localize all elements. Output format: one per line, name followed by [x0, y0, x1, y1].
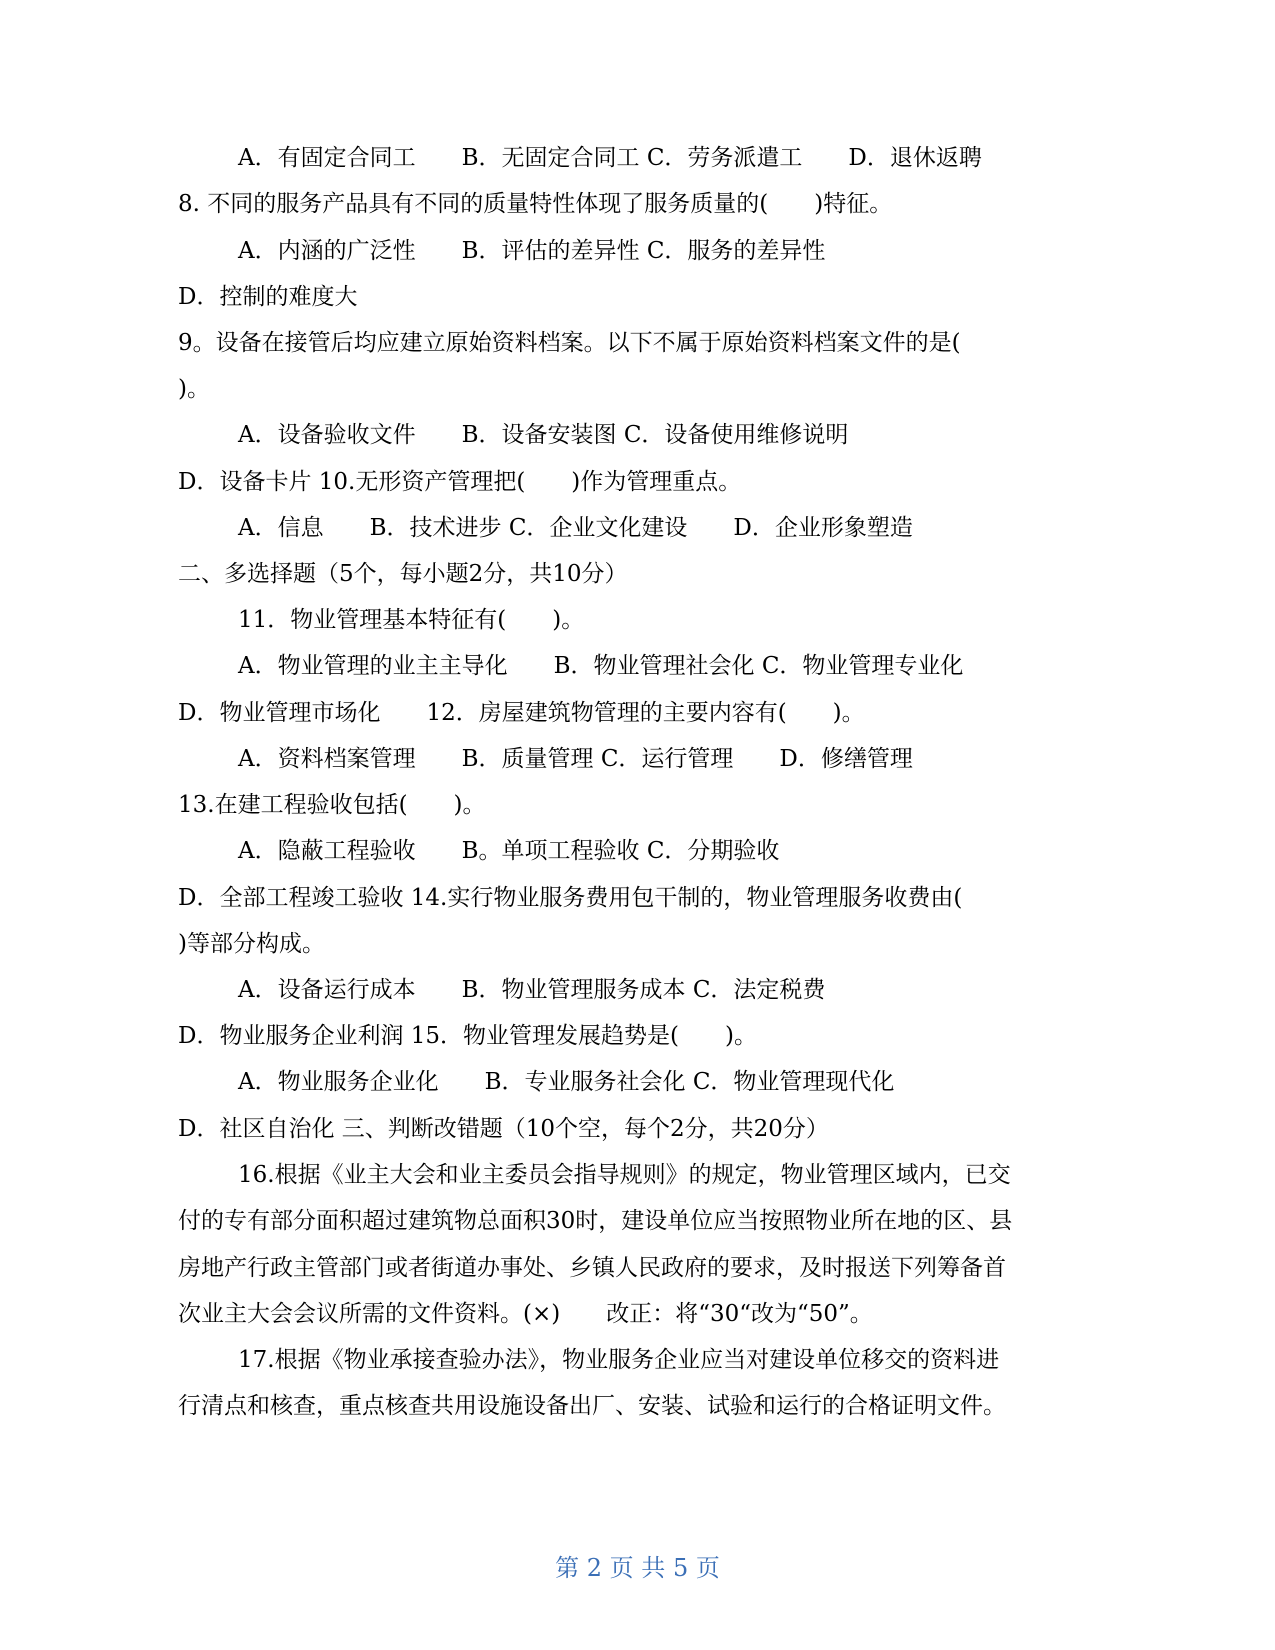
question-13-options: A．隐蔽工程验收 B。单项工程验收 C．分期验收 — [238, 838, 780, 864]
question-15-option-d-section-heading-true-false: D．社区自治化 三、判断改错题（10个空，每个2分，共20分） — [178, 1116, 829, 1142]
question-14-option-d-question-15-stem: D．物业服务企业利润 15．物业管理发展趋势是( )。 — [178, 1023, 757, 1049]
question-13-stem: 13.在建工程验收包括( )。 — [178, 792, 486, 818]
question-16-line-4: 次业主大会会议所需的文件资料。(×) 改正：将“30“改为“50”。 — [178, 1301, 873, 1327]
question-17-line-1: 17.根据《物业承接查验办法》，物业服务企业应当对建设单位移交的资料进 — [238, 1347, 1000, 1373]
question-9-options: A．设备验收文件 B．设备安装图 C．设备使用维修说明 — [238, 422, 849, 448]
question-16-line-3: 房地产行政主管部门或者街道办事处、乡镇人民政府的要求，及时报送下列筹备首 — [178, 1255, 1006, 1281]
question-10-options: A．信息 B．技术进步 C．企业文化建设 D．企业形象塑造 — [238, 515, 913, 541]
question-14-stem-end: )等部分构成。 — [178, 931, 325, 957]
section-heading-multiple-choice: 二、多选择题（5个，每小题2分，共10分） — [178, 561, 628, 587]
question-16-line-1: 16.根据《业主大会和业主委员会指导规则》的规定，物业管理区域内，已交 — [238, 1162, 1011, 1188]
question-7-options: A．有固定合同工 B．无固定合同工 C．劳务派遣工 D．退休返聘 — [238, 145, 982, 171]
question-15-options: A．物业服务企业化 B．专业服务社会化 C．物业管理现代化 — [238, 1069, 895, 1095]
question-9-stem: 9。设备在接管后均应建立原始资料档案。以下不属于原始资料档案文件的是( — [178, 330, 961, 356]
question-11-stem: 11．物业管理基本特征有( )。 — [238, 607, 585, 633]
question-9-option-d-question-10-stem: D．设备卡片 10.无形资产管理把( )作为管理重点。 — [178, 469, 742, 495]
question-8-stem: 8. 不同的服务产品具有不同的质量特性体现了服务质量的( )特征。 — [178, 191, 893, 217]
question-8-option-d: D．控制的难度大 — [178, 284, 358, 310]
question-14-options: A．设备运行成本 B．物业管理服务成本 C．法定税费 — [238, 977, 826, 1003]
question-17-line-2: 行清点和核查，重点核查共用设施设备出厂、安装、试验和运行的合格证明文件。 — [178, 1393, 1006, 1419]
question-11-options: A．物业管理的业主主导化 B．物业管理社会化 C．物业管理专业化 — [238, 653, 964, 679]
question-11-option-d-question-12-stem: D．物业管理市场化 12．房屋建筑物管理的主要内容有( )。 — [178, 700, 865, 726]
page-number-footer: 第 2 页 共 5 页 — [555, 1554, 720, 1582]
question-9-stem-end: )。 — [178, 376, 210, 402]
question-13-option-d-question-14-stem: D．全部工程竣工验收 14.实行物业服务费用包干制的，物业管理服务收费由( — [178, 885, 963, 911]
question-16-line-2: 付的专有部分面积超过建筑物总面积30时，建设单位应当按照物业所在地的区、县 — [178, 1208, 1013, 1234]
question-8-options: A．内涵的广泛性 B．评估的差异性 C．服务的差异性 — [238, 238, 826, 264]
question-12-options: A．资料档案管理 B．质量管理 C．运行管理 D．修缮管理 — [238, 746, 913, 772]
